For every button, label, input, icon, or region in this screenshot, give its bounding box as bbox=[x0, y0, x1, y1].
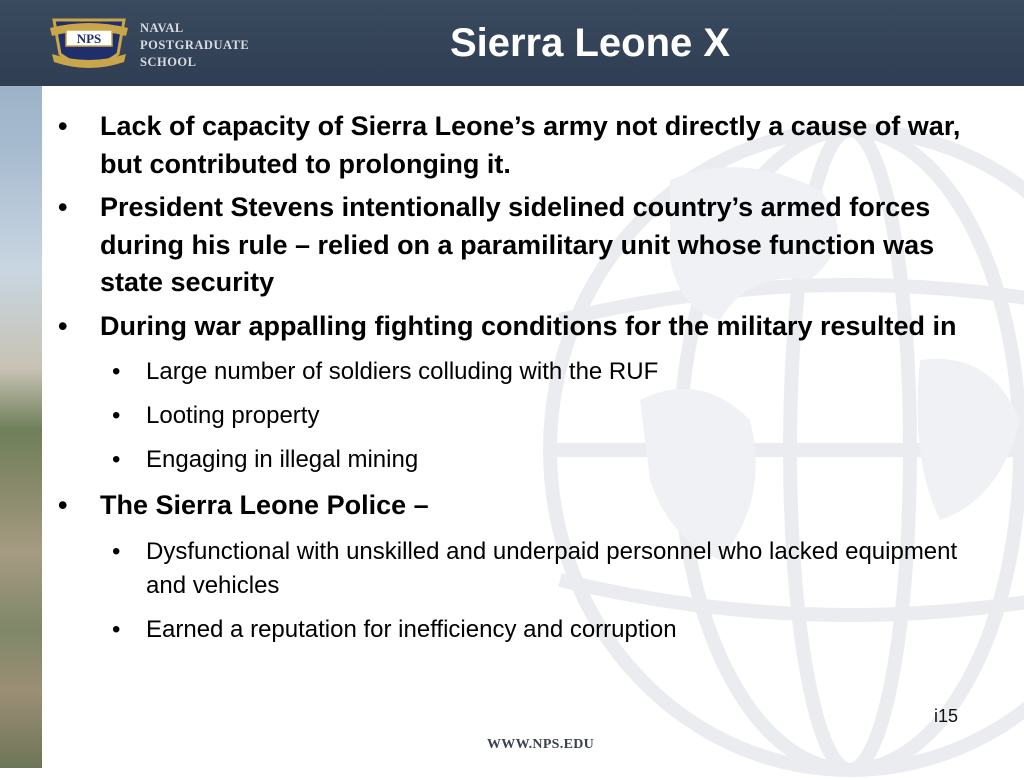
bullet-item bbox=[58, 487, 978, 525]
sub-bullet-item bbox=[58, 535, 978, 603]
school-name-line-1: NAVAL bbox=[140, 21, 184, 35]
sub-bullet-dot-icon: • bbox=[112, 402, 121, 429]
sub-bullet-item bbox=[58, 399, 978, 433]
bullet-dot-icon: • bbox=[58, 490, 68, 520]
bullet-text: President Stevens intentionally sidelined country’s armed forces during his rule – relied on a paramilitary unit whose function was state security bbox=[100, 192, 935, 297]
sub-bullet-text: Dysfunctional with unskilled and underpaid personnel who lacked equipment and vehicles bbox=[146, 537, 958, 599]
sub-bullet-dot-icon: • bbox=[112, 615, 121, 643]
school-name-line-3: SCHOOL bbox=[140, 55, 197, 69]
sub-bullet-item bbox=[58, 355, 978, 389]
side-photo-strip bbox=[0, 0, 42, 768]
sub-bullet-text: Large number of soldiers colluding with the RUF bbox=[146, 358, 659, 385]
bullet-item bbox=[58, 108, 978, 183]
sub-bullet-item bbox=[58, 613, 978, 647]
bullet-list bbox=[58, 108, 978, 657]
sub-bullet-dot-icon: • bbox=[112, 446, 121, 473]
school-name-line-2: POSTGRADUATE bbox=[140, 38, 250, 52]
page-number: i15 bbox=[934, 706, 959, 726]
sub-bullet-text: Looting property bbox=[146, 402, 320, 429]
bullet-item bbox=[58, 308, 978, 346]
bullet-text: Lack of capacity of Sierra Leone’s army not directly a cause of war, but contributed to prolonging it. bbox=[100, 111, 961, 179]
slide-title: Sierra Leone X bbox=[449, 21, 731, 65]
footer-url: WWW.NPS.EDU bbox=[487, 737, 595, 752]
bullet-dot-icon: • bbox=[58, 111, 68, 141]
nps-badge-text: NPS bbox=[76, 31, 102, 46]
sub-bullet-dot-icon: • bbox=[112, 537, 121, 565]
bullet-dot-icon: • bbox=[58, 310, 68, 341]
bullet-text: During war appalling fighting conditions for the military resulted in bbox=[100, 310, 957, 341]
bullet-dot-icon: • bbox=[58, 192, 68, 222]
sub-bullet-item bbox=[58, 443, 978, 477]
school-name bbox=[140, 20, 249, 71]
bullet-text: The Sierra Leone Police – bbox=[100, 490, 429, 520]
bullet-item bbox=[58, 189, 978, 302]
sub-bullet-dot-icon: • bbox=[112, 358, 121, 385]
nps-crest-logo bbox=[48, 14, 130, 76]
sub-bullet-text: Engaging in illegal mining bbox=[146, 446, 419, 473]
sub-bullet-text: Earned a reputation for inefficiency and corruption bbox=[146, 615, 677, 643]
